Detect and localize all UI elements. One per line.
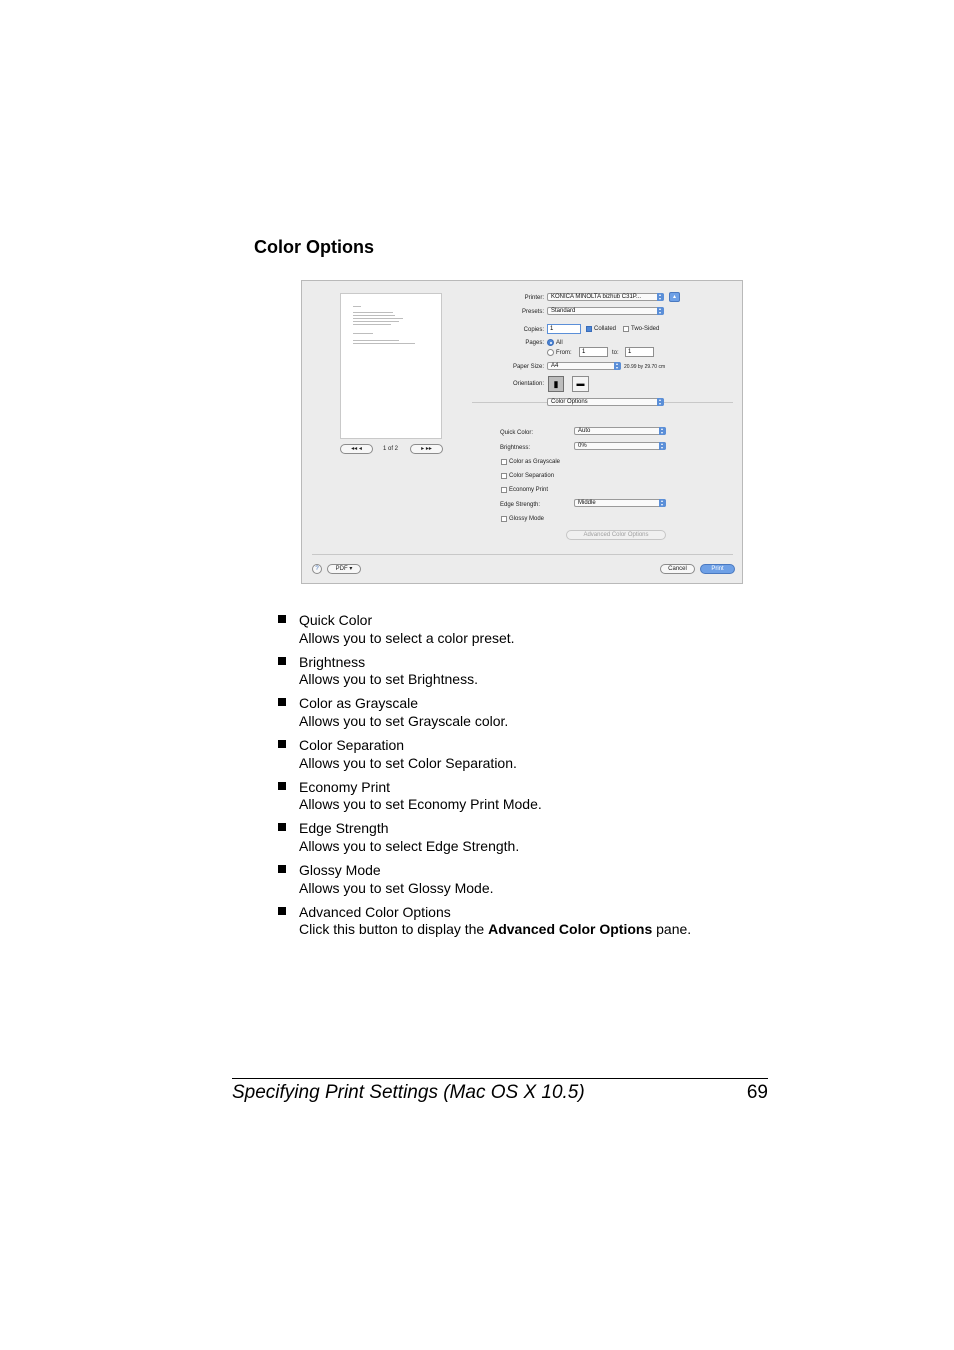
two-sided-checkbox[interactable] — [623, 326, 629, 332]
copies-label: Copies: — [523, 327, 544, 333]
presets-popup[interactable]: Standard — [547, 307, 664, 315]
item-description: Allows you to set Grayscale color. — [299, 713, 509, 729]
cancel-button[interactable]: Cancel — [660, 564, 695, 574]
item-description: Allows you to set Economy Print Mode. — [299, 796, 542, 812]
color-separation-checkbox[interactable] — [501, 473, 507, 479]
color-as-grayscale-label: Color as Grayscale — [509, 459, 561, 465]
pages-from-field[interactable]: 1 — [579, 347, 608, 357]
preview-next-buttons[interactable]: ▸ ▸▸ — [410, 444, 443, 454]
item-title: Advanced Color Options — [299, 904, 451, 920]
brightness-label: Brightness: — [500, 445, 531, 451]
bullet-marker — [278, 865, 286, 873]
printer-popup[interactable]: KONICA MINOLTA bizhub C31P... — [547, 293, 664, 301]
item-title: Edge Strength — [299, 820, 389, 836]
bullet-marker — [278, 782, 286, 790]
pages-from-label: From: — [556, 350, 572, 356]
bullet-marker — [278, 615, 286, 623]
item-description: Allows you to set Color Separation. — [299, 755, 517, 771]
quick-color-label: Quick Color: — [500, 430, 534, 436]
portrait-orientation-icon[interactable]: ▮ — [548, 376, 564, 392]
pages-all-radio[interactable] — [547, 339, 554, 346]
paper-size-popup[interactable]: A4 — [547, 362, 621, 370]
print-button[interactable]: Print — [700, 564, 735, 574]
bullet-marker — [278, 740, 286, 748]
color-separation-label: Color Separation — [509, 473, 555, 479]
pages-from-radio[interactable] — [547, 349, 554, 356]
page-indicator: 1 of 2 — [383, 446, 399, 452]
item-description: Allows you to set Brightness. — [299, 671, 478, 687]
item-description: Allows you to select a color preset. — [299, 630, 515, 646]
pages-label: Pages: — [525, 340, 544, 346]
footer-rule — [232, 1078, 768, 1079]
print-dialog-screenshot — [301, 280, 743, 584]
paper-size-label: Paper Size: — [512, 364, 544, 370]
collated-label: Collated — [594, 326, 617, 332]
bullet-marker — [278, 698, 286, 706]
page-number: 69 — [746, 1082, 768, 1103]
pages-to-field[interactable]: 1 — [625, 347, 654, 357]
collated-checkbox[interactable] — [586, 326, 592, 332]
disclosure-triangle-icon[interactable]: ▴ — [669, 292, 680, 302]
section-title: Color Options — [254, 237, 374, 257]
bullet-marker — [278, 657, 286, 665]
economy-print-checkbox[interactable] — [501, 487, 507, 493]
presets-label: Presets: — [521, 309, 544, 315]
brightness-popup[interactable]: 0% — [574, 442, 666, 450]
panel-menu-popup[interactable]: Color Options — [547, 398, 664, 406]
edge-strength-label: Edge Strength: — [500, 502, 541, 508]
paper-dimensions: 20.99 by 29.70 cm — [624, 364, 666, 370]
footer-title: Specifying Print Settings (Mac OS X 10.5) — [232, 1082, 585, 1103]
pages-all-label: All — [556, 340, 563, 346]
page-preview — [340, 293, 442, 439]
preview-prev-buttons[interactable]: ◂◂ ◂ — [340, 444, 373, 454]
pages-to-label: to: — [612, 350, 619, 356]
help-icon[interactable]: ? — [312, 564, 322, 574]
item-description: Allows you to select Edge Strength. — [299, 838, 520, 854]
two-sided-label: Two-Sided — [631, 326, 660, 332]
item-description: Click this button to display the Advanced Color Options pane. — [299, 921, 692, 937]
printer-label: Printer: — [524, 295, 544, 301]
item-title: Color as Grayscale — [299, 695, 419, 711]
color-as-grayscale-checkbox[interactable] — [501, 459, 507, 465]
pdf-menu-button[interactable]: PDF ▾ — [327, 564, 361, 574]
bullet-marker — [278, 823, 286, 831]
glossy-mode-label: Glossy Mode — [509, 516, 545, 522]
glossy-mode-checkbox[interactable] — [501, 516, 507, 522]
landscape-orientation-icon[interactable]: ▬ — [572, 376, 589, 392]
item-title: Glossy Mode — [299, 862, 381, 878]
bullet-marker — [278, 907, 286, 915]
item-title: Quick Color — [299, 612, 373, 628]
item-title: Brightness — [299, 654, 366, 670]
orientation-label: Orientation: — [512, 381, 544, 387]
item-title: Color Separation — [299, 737, 405, 753]
economy-print-label: Economy Print — [509, 487, 549, 493]
advanced-color-options-button[interactable]: Advanced Color Options — [566, 530, 666, 540]
item-title: Economy Print — [299, 779, 391, 795]
item-description: Allows you to set Glossy Mode. — [299, 880, 494, 896]
edge-strength-popup[interactable]: Middle — [574, 499, 666, 507]
quick-color-popup[interactable]: Auto — [574, 427, 666, 435]
copies-field[interactable]: 1 — [547, 324, 581, 334]
